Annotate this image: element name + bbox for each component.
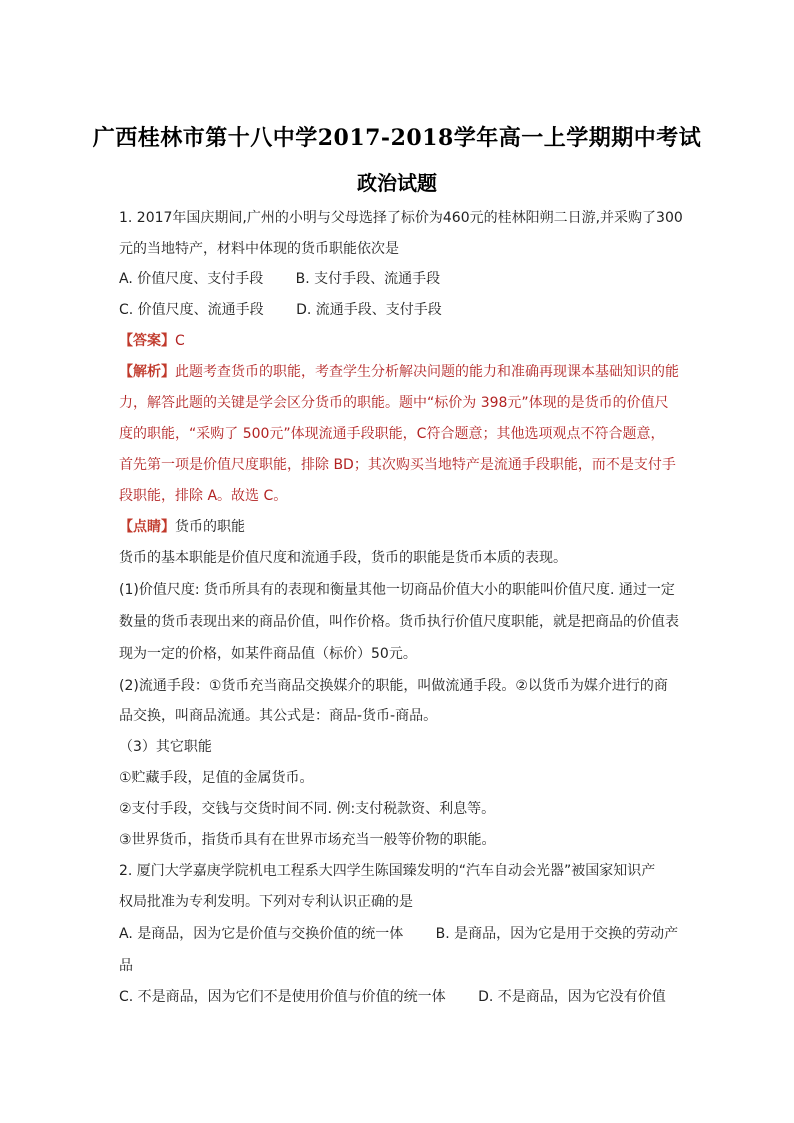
q1-point-para-7: ③世界货币，指货币具有在世界市场充当一般等价物的职能。 — [119, 832, 496, 848]
q1-answer — [119, 331, 185, 351]
point-text: 货币的职能 — [175, 519, 245, 535]
q1-point-para-5: ①贮藏手段，足值的金属货币。 — [119, 770, 314, 786]
q1-analysis-line-2: 力，解答此题的关键是学会区分货币的职能。题中“标价为 398元”体现的是货币的价值尺 — [119, 395, 669, 411]
q1-analysis-line-5: 段职能，排除 A。故选 C。 — [119, 488, 288, 504]
answer-tag: 【答案】 — [119, 333, 175, 349]
q1-options-line-1: A. 价值尺度、支付手段 B. 支付手段、流通手段 — [119, 271, 441, 287]
q1-analysis-line-4: 首先第一项是价值尺度职能，排除 BD；其次购买当地特产是流通手段职能，而不是支付手 — [119, 457, 676, 473]
answer-value: C — [175, 333, 185, 349]
analysis-tag: 【解析】 — [119, 364, 175, 380]
q2-options-line-3: C. 不是商品，因为它们不是使用价值与价值的统一体 D. 不是商品，因为它没有价值 — [119, 989, 666, 1005]
q1-point-para-6: ②支付手段，交钱与交货时间不同. 例:支付税款资、利息等。 — [119, 801, 496, 817]
analysis-text: 此题考查货币的职能，考查学生分析解决问题的能力和准确再现课本基础知识的能 — [175, 364, 679, 380]
point-tag: 【点睛】 — [119, 519, 175, 535]
document-title: 广西桂林市第十八中学2017-2018学年高一上学期期中考试 — [92, 125, 702, 151]
q1-options-line-2: C. 价值尺度、流通手段 D. 流通手段、支付手段 — [119, 302, 442, 318]
q1-analysis-line-1 — [119, 362, 679, 382]
q1-point-para-3-line-1: (2)流通手段：①货币充当商品交换媒介的职能，叫做流通手段。②以货币为媒介进行的商 — [119, 678, 668, 694]
q1-analysis-line-3: 度的职能，“采购了 500元”体现流通手段职能，C符合题意；其他选项观点不符合题意， — [119, 426, 665, 442]
document-subtitle: 政治试题 — [357, 171, 437, 195]
q2-options-line-2: 品 — [119, 958, 133, 974]
q1-point-para-2-line-3: 现为一定的价格，如某件商品值（标价）50元。 — [119, 646, 417, 662]
q1-point-para-2-line-2: 数量的货币表现出来的商品价值，叫作价格。货币执行价值尺度职能，就是把商品的价值表 — [119, 614, 679, 630]
q1-point-para-1: 货币的基本职能是价值尺度和流通手段，货币的职能是货币本质的表现。 — [119, 550, 567, 566]
q1-point — [119, 517, 245, 537]
q2-stem-line-1: 2. 厦门大学嘉庚学院机电工程系大四学生陈国臻发明的“汽车自动会光器”被国家知识产 — [119, 863, 656, 879]
q1-point-para-2-line-1: (1)价值尺度: 货币所具有的表现和衡量其他一切商品价值大小的职能叫价值尺度. 通过一定 — [119, 582, 675, 598]
q1-point-para-3-line-2: 品交换，叫商品流通。其公式是：商品-货币-商品。 — [119, 708, 438, 724]
q1-stem-line-1: 1. 2017年国庆期间,广州的小明与父母选择了标价为460元的桂林阳朔二日游,并采购了300 — [119, 210, 683, 226]
q1-stem-line-2: 元的当地特产，材料中体现的货币职能依次是 — [119, 241, 399, 257]
q1-point-para-4: （3）其它职能 — [119, 739, 212, 755]
q2-stem-line-2: 权局批准为专利发明。下列对专利认识正确的是 — [119, 894, 413, 910]
q2-options-line-1: A. 是商品，因为它是价值与交换价值的统一体 B. 是商品，因为它是用于交换的劳动产 — [119, 926, 679, 942]
